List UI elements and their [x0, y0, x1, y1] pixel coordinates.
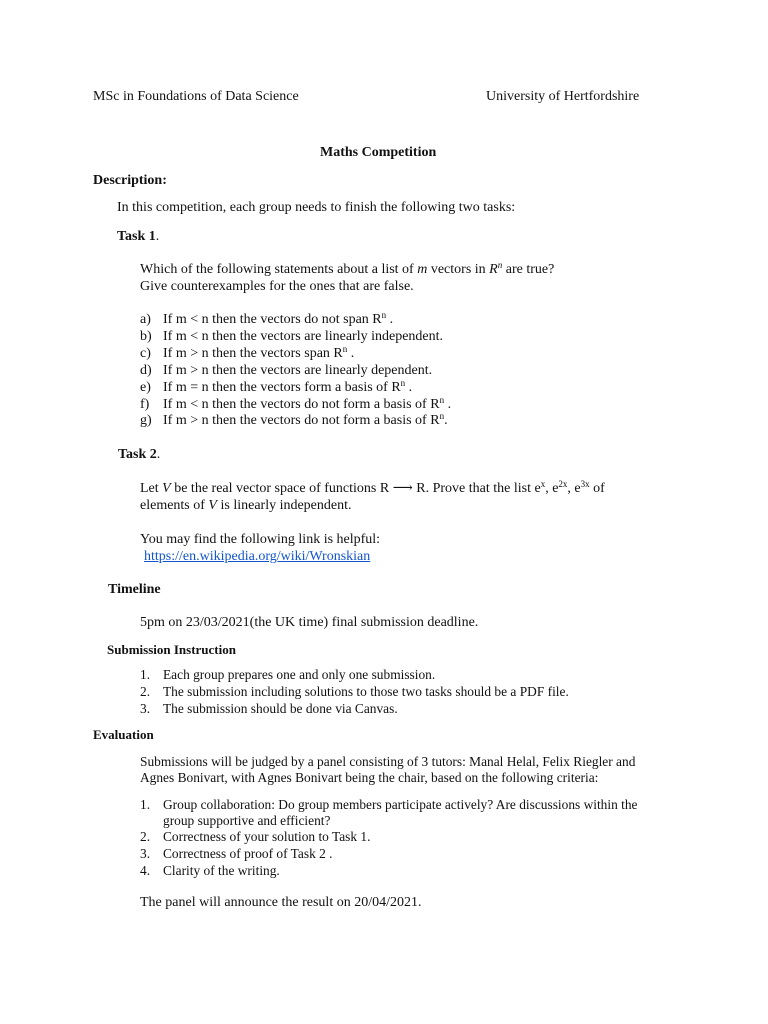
submission-item-number: 3. [140, 700, 151, 716]
timeline-text: 5pm on 23/03/2021(the UK time) final submission deadline. [140, 615, 479, 630]
criterion-number: 1. [140, 797, 151, 812]
statement-text: If m < n then the vectors do not span $R^n$ . [163, 310, 394, 327]
task2-help-text: You may find the following link is helpful: [140, 532, 381, 547]
statement-label: g) [140, 413, 152, 429]
header-university: University of Hertfordshire [486, 89, 640, 104]
evaluation-heading: Evaluation [93, 727, 154, 742]
header-program: MSc in Foundations of Data Science [93, 89, 299, 104]
task1-instruction: Give counterexamples for the ones that are false. [140, 279, 414, 294]
task1-question: Which of the following statements about a list of m vectors in $R^n$ are true? [140, 260, 555, 277]
evaluation-paragraph-line1: Submissions will be judged by a panel consisting of 3 tutors: Manal Helal, Felix Riegler and [140, 754, 636, 769]
criterion-text: Correctness of proof of Task 2 . [163, 846, 333, 861]
statement-label: e) [140, 379, 151, 395]
criterion-number: 2. [140, 829, 151, 844]
criterion-text: Clarity of the writing. [163, 863, 280, 878]
timeline-heading: Timeline [108, 582, 161, 597]
criterion-text: Group collaboration: Do group members participate actively? Are discussions within the [163, 797, 638, 812]
task2-statement-line2: elements of V is linearly independent. [140, 498, 352, 513]
statement-label: b) [140, 328, 152, 344]
submission-heading: Submission Instruction [107, 642, 236, 657]
statement-label: d) [140, 362, 152, 378]
task1-heading: Task 1. [117, 229, 160, 244]
statement-text: If m = n then the vectors form a basis of $R^n$ . [163, 377, 413, 395]
statement-text: If m > n then the vectors are linearly dependent. [163, 362, 433, 378]
criterion-number: 4. [140, 863, 151, 878]
statement-label: c) [140, 345, 151, 361]
evaluation-result: The panel will announce the result on 20/04/2021. [140, 895, 422, 910]
description-intro: In this competition, each group needs to finish the following two tasks: [117, 200, 516, 215]
wronskian-link[interactable]: https://en.wikipedia.org/wiki/Wronskian [144, 549, 371, 564]
statement-label: f) [140, 396, 150, 412]
statement-text: If m < n then the vectors do not form a basis of $R^n$ . [163, 394, 452, 412]
page-title: Maths Competition [320, 145, 437, 160]
submission-item-number: 2. [140, 683, 151, 699]
task2-heading: Task 2. [118, 447, 161, 462]
submission-item-text: Each group prepares one and only one submission. [163, 667, 436, 682]
evaluation-paragraph-line2: Agnes Bonivart, with Agnes Bonivart being the chair, based on the following criteria: [140, 770, 599, 785]
statement-text: If m < n then the vectors are linearly independent. [163, 328, 444, 344]
statement-text: If m > n then the vectors do not form a basis of $R^n$. [163, 411, 448, 429]
criterion-number: 3. [140, 846, 151, 861]
task2-statement-line1: Let V be the real vector space of functions R ⟶ R. Prove that the list $e^x$, $e^{2x}$, $e^{3x}$ of [140, 479, 605, 496]
description-heading: Description: [93, 173, 167, 188]
statement-label: a) [140, 312, 151, 327]
statement-text: If m > n then the vectors span $R^n$ . [163, 343, 355, 361]
criterion-text-continuation: group supportive and efficient? [163, 813, 331, 828]
criterion-text: Correctness of your solution to Task 1. [163, 829, 371, 844]
submission-item-text: The submission should be done via Canvas. [163, 700, 398, 716]
submission-item-text: The submission including solutions to those two tasks should be a PDF file. [163, 683, 569, 699]
submission-item-number: 1. [140, 667, 151, 682]
